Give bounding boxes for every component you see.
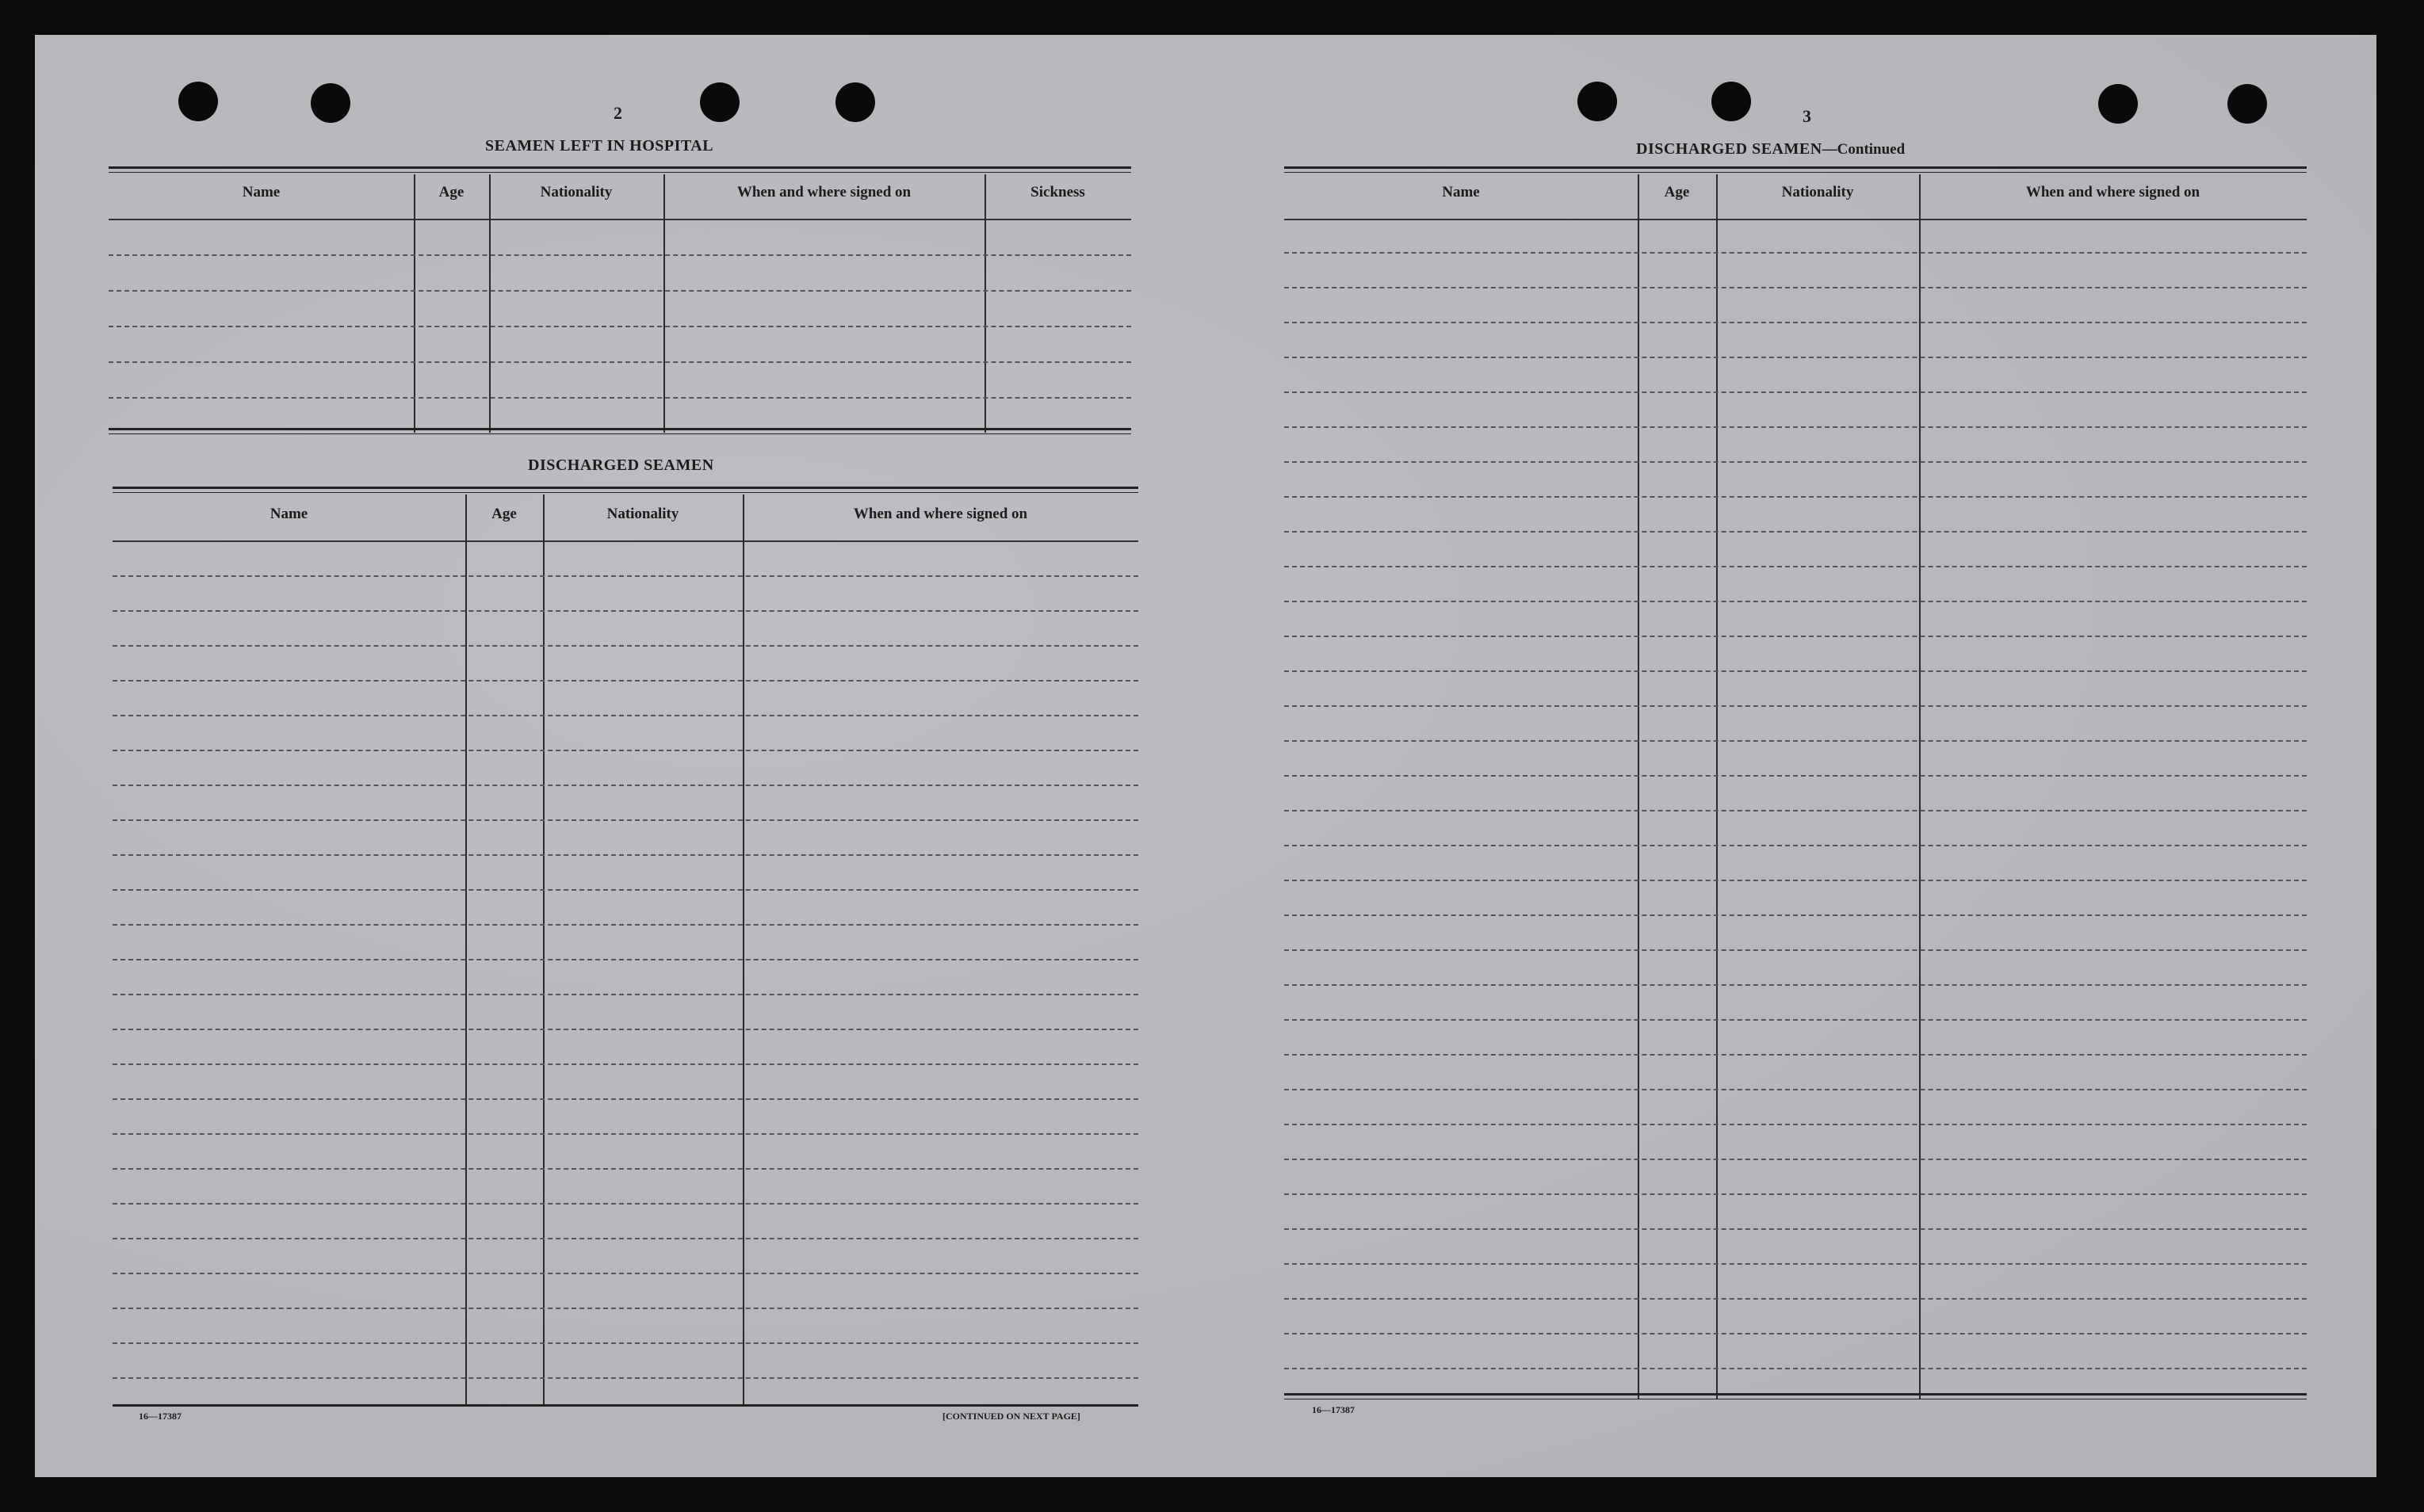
- table-top-rule: [113, 487, 1138, 489]
- table-row: [1284, 705, 2307, 707]
- header-underline: [109, 219, 1131, 220]
- table-row: [1284, 1159, 2307, 1160]
- column-divider: [489, 174, 491, 433]
- table-row: [1284, 601, 2307, 602]
- table-row: [113, 1342, 1138, 1344]
- table-row: [1284, 1263, 2307, 1265]
- column-header-signed-on: When and where signed on: [853, 506, 1028, 522]
- column-header-name: Name: [1442, 184, 1480, 200]
- section-title-discharged-continued: [1636, 140, 1905, 158]
- table-row: [1284, 1124, 2307, 1125]
- table-row: [1284, 740, 2307, 742]
- table-row: [1284, 496, 2307, 498]
- table-row: [109, 254, 1131, 256]
- form-number: 16—17387: [139, 1411, 182, 1422]
- table-row: [113, 645, 1138, 647]
- table-row: [1284, 252, 2307, 254]
- punch-hole: [2227, 84, 2267, 124]
- punch-hole: [311, 83, 350, 123]
- column-divider: [743, 494, 744, 1406]
- table-top-rule: [1284, 166, 2307, 169]
- column-header-sickness: Sickness: [1030, 184, 1085, 200]
- column-header-signed-on: When and where signed on: [736, 184, 912, 200]
- table-row: [113, 1377, 1138, 1379]
- form-number: 16—17387: [1312, 1404, 1355, 1415]
- table-row: [109, 397, 1131, 399]
- column-header-name: Name: [242, 184, 281, 200]
- table-top-rule: [109, 166, 1131, 169]
- column-header-age: Age: [438, 184, 465, 200]
- table-row: [1284, 461, 2307, 463]
- column-divider: [465, 494, 467, 1406]
- section-title-discharged: DISCHARGED SEAMEN: [528, 456, 714, 474]
- table-top-rule: [1284, 172, 2307, 173]
- table-row: [1284, 1333, 2307, 1334]
- table-row: [1284, 1089, 2307, 1090]
- page-number: 3: [1803, 106, 1811, 126]
- section-title-suffix: —Continued: [1822, 141, 1906, 158]
- header-underline: [1284, 219, 2307, 220]
- continued-note: [CONTINUED ON NEXT PAGE]: [942, 1411, 1080, 1422]
- table-bottom-rule: [113, 1404, 1138, 1407]
- column-header-age: Age: [491, 506, 517, 522]
- table-row: [109, 290, 1131, 292]
- table-row: [1284, 949, 2307, 951]
- table-row: [1284, 1019, 2307, 1021]
- table-row: [113, 994, 1138, 995]
- table-row: [1284, 670, 2307, 672]
- punch-hole: [700, 82, 740, 122]
- table-row: [113, 1098, 1138, 1100]
- column-header-nationality: Nationality: [606, 506, 679, 522]
- column-header-nationality: Nationality: [540, 184, 613, 200]
- table-row: [113, 680, 1138, 682]
- table-row: [113, 889, 1138, 891]
- table-row: [109, 361, 1131, 363]
- table-bottom-rule: [1284, 1393, 2307, 1396]
- column-divider: [663, 174, 665, 433]
- table-row: [1284, 914, 2307, 916]
- hospital-table: [109, 166, 1131, 436]
- table-row: [1284, 1054, 2307, 1056]
- column-header-nationality: Nationality: [1781, 184, 1854, 200]
- column-header-age: Age: [1664, 184, 1690, 200]
- punch-hole: [1577, 82, 1617, 121]
- table-row: [113, 715, 1138, 716]
- table-row: [1284, 775, 2307, 777]
- table-row: [1284, 322, 2307, 323]
- table-row: [1284, 566, 2307, 567]
- table-row: [1284, 531, 2307, 533]
- table-row: [1284, 357, 2307, 358]
- table-row: [113, 924, 1138, 926]
- discharged-continued-table: [1284, 166, 2307, 1403]
- table-row: [1284, 1298, 2307, 1300]
- table-row: [1284, 287, 2307, 288]
- column-divider: [414, 174, 415, 433]
- table-row: [113, 854, 1138, 856]
- table-row: [1284, 984, 2307, 986]
- table-row: [1284, 1368, 2307, 1369]
- table-row: [1284, 1228, 2307, 1230]
- table-row: [113, 1273, 1138, 1274]
- table-row: [1284, 1193, 2307, 1195]
- punch-hole: [178, 82, 218, 121]
- table-row: [113, 1168, 1138, 1170]
- punch-hole: [1711, 82, 1751, 121]
- table-row: [1284, 810, 2307, 811]
- table-top-rule: [109, 172, 1131, 173]
- table-row: [113, 819, 1138, 821]
- table-row: [113, 610, 1138, 612]
- table-row: [109, 326, 1131, 327]
- column-header-signed-on: When and where signed on: [2025, 184, 2200, 200]
- header-underline: [113, 540, 1138, 542]
- punch-hole: [2098, 84, 2138, 124]
- table-row: [113, 1029, 1138, 1030]
- table-row: [1284, 636, 2307, 637]
- column-divider: [985, 174, 986, 433]
- table-row: [113, 785, 1138, 786]
- table-row: [113, 750, 1138, 751]
- table-row: [113, 1133, 1138, 1135]
- column-divider: [543, 494, 545, 1406]
- table-top-rule: [113, 492, 1138, 493]
- punch-hole: [835, 82, 875, 122]
- table-bottom-rule: [109, 433, 1131, 434]
- table-row: [1284, 391, 2307, 393]
- column-header-name: Name: [270, 506, 308, 522]
- table-row: [113, 1238, 1138, 1239]
- table-row: [113, 1063, 1138, 1065]
- table-row: [113, 959, 1138, 960]
- table-bottom-rule: [109, 428, 1131, 430]
- section-title-hospital: SEAMEN LEFT IN HOSPITAL: [485, 137, 714, 155]
- table-row: [1284, 426, 2307, 428]
- table-row: [1284, 845, 2307, 846]
- table-row: [113, 1308, 1138, 1309]
- section-title-text: DISCHARGED SEAMEN: [1636, 140, 1822, 158]
- table-row: [113, 1203, 1138, 1205]
- table-row: [1284, 880, 2307, 881]
- page-number: 2: [614, 103, 622, 123]
- discharged-table: [113, 487, 1138, 1406]
- table-row: [113, 575, 1138, 577]
